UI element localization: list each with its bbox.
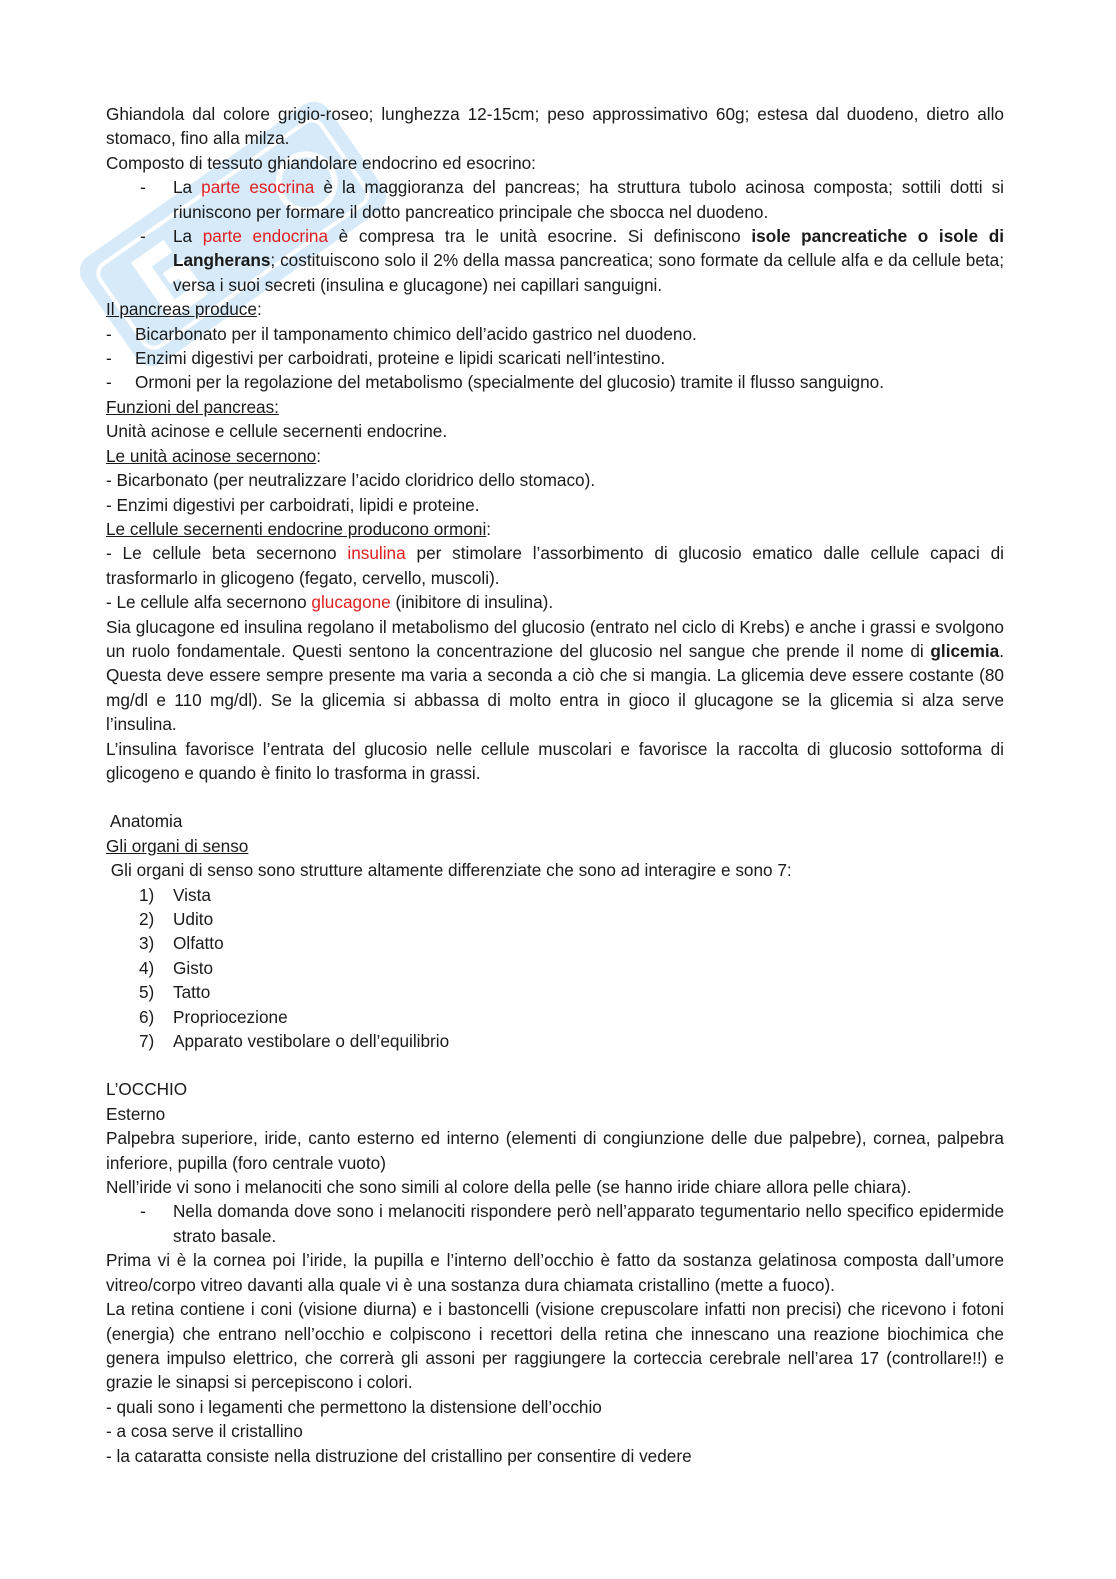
highlight-parte-endocrina: parte endocrina (202, 226, 329, 247)
highlight-parte-esocrina: parte esocrina (201, 177, 315, 198)
esterno-paragraph: Palpebra superiore, iride, canto esterno ed interno (elementi di congiunzione delle due palpebre), cornea, palpebra inferiore, pupilla (foro centrale vuoto) (106, 1128, 1004, 1173)
list-item: 6) Propriocezione (139, 1006, 288, 1027)
insulina-paragraph: L’insulina favorisce l’entrata del glucosio nelle cellule muscolari e favorisce la raccolta di glucosio sottoforma di glicogeno e quando è finito lo trasforma in grassi. (106, 738, 1004, 783)
beta-cells-text: - Le cellule beta secernono insulina per stimolare l’assorbimento di glucosio ematico dalle cellule capaci di trasformarlo in glicogeno (fegato, cervello, muscoli). (106, 543, 1004, 588)
list-item-esocrina: - La parte esocrina è la maggioranza del pancreas; ha struttura tubolo acinosa composta; sottili dotti si riuniscono per formare il dotto pancreatico principale che sbocca nel duodeno. (140, 177, 1004, 222)
heading-organi-di-senso: Gli organi di senso (106, 835, 249, 856)
heading-produce: Il pancreas produce: (106, 299, 262, 320)
heading-endocrine: Le cellule secernenti endocrine producono ormoni: (106, 518, 492, 539)
retina-paragraph: La retina contiene i coni (visione diurna) e i bastoncelli (visione crepuscolare infatti non precisi) che ricevono i fotoni (energia) che entrano nell’occhio e colpiscono i recettori della retina che innescano una reazione biochimica che genera impulso elettrico, che correrà gli assoni per raggiungere la corteccia cerebrale nell’area 17 (controllare!!) e grazie le sinapsi si percepiscono i colori. (106, 1299, 1004, 1393)
list-item: - Enzimi digestivi per carboidrati, lipidi e proteine. (106, 494, 480, 515)
list-item: 2) Udito (139, 909, 214, 929)
iride-paragraph: Nell’iride vi sono i melanociti che sono simili al colore della pelle (se hanno iride chiare allora pelle chiara). (106, 1177, 912, 1198)
subheading-esterno: Esterno (106, 1103, 166, 1124)
spacer (106, 785, 1004, 809)
spacer (106, 1053, 1004, 1077)
bold-glicemia: glicemia (930, 640, 1000, 661)
question-item: - la cataratta consiste nella distruzione del cristallino per consentire di vedere (106, 1445, 692, 1466)
cornea-paragraph: Prima vi è la cornea poi l’iride, la pupilla e l’interno dell’occhio è fatto da sostanza gelatinosa composta dall’umore vitreo/corpo vitreo davanti alla quale vi è una sostanza dura chiamata cristallino (mette a fuoco). (106, 1250, 1004, 1295)
question-item: - a cosa serve il cristallino (106, 1421, 303, 1442)
pancreas-composto: Composto di tessuto ghiandolare endocrino ed esocrino: (106, 152, 536, 173)
list-item: 4) Gisto (139, 957, 214, 978)
list-item: 5) Tatto (139, 982, 211, 1003)
list-item: - Bicarbonato per il tamponamento chimico dell’acido gastrico nel duodeno. (106, 323, 697, 344)
dash-bullet: - (140, 226, 146, 247)
list-item-endocrina: - La parte endocrina è compresa tra le unità esocrine. Si definiscono isole pancreatiche o isole di Langherans; costituiscono solo il 2% della massa pancreatica; sono formate da cellule alfa e da cellule beta; versa i suoi secreti (insulina e glucagone) nei capillari sanguigni. (140, 226, 1004, 295)
list-item: 7) Apparato vestibolare o dell’equilibrio (139, 1031, 450, 1052)
section-title-occhio: L’OCCHIO (106, 1079, 188, 1100)
heading-funzioni: Funzioni del pancreas: (106, 396, 279, 417)
section-title-anatomia: Anatomia (106, 811, 183, 832)
heading-acinose: Le unità acinose secernono: (106, 445, 322, 466)
funzioni-text: Unità acinose e cellule secernenti endocrine. (106, 421, 448, 442)
bold-isole: isole pancreatiche o isole di Langherans (173, 226, 1004, 271)
highlight-glucagone: glucagone (311, 592, 391, 613)
document-body (106, 102, 1004, 1468)
pancreas-intro: Ghiandola dal colore grigio-roseo; lunghezza 12-15cm; peso approssimativo 60g; estesa dal duodeno, dietro allo stomaco, fino alla milza. (106, 104, 1004, 149)
dash-bullet: - (140, 177, 146, 198)
organi-intro: Gli organi di senso sono strutture altamente differenziate che sono ad interagire e sono 7: (106, 860, 792, 881)
dash-bullet: - (140, 1201, 146, 1222)
list-item: 1) Vista (139, 884, 211, 905)
list-item: - Bicarbonato (per neutralizzare l’acido cloridrico dello stomaco). (106, 470, 596, 491)
list-item: - Enzimi digestivi per carboidrati, proteine e lipidi scaricati nell’intestino. (106, 348, 666, 369)
question-item: - quali sono i legamenti che permettono la distensione dell’occhio (106, 1396, 602, 1417)
highlight-insulina: insulina (347, 543, 406, 564)
list-item: - Ormoni per la regolazione del metabolismo (specialmente del glucosio) tramite il flusso sanguigno. (106, 372, 884, 393)
alfa-cells-text: - Le cellule alfa secernono glucagone (inibitore di insulina). (106, 592, 554, 613)
list-item: 3) Olfatto (139, 933, 224, 954)
list-item-domanda: - Nella domanda dove sono i melanociti rispondere però nell’apparato tegumentario nello specifico epidermide strato basale. (140, 1201, 1004, 1246)
glicemia-paragraph: Sia glucagone ed insulina regolano il metabolismo del glucosio (entrato nel ciclo di Krebs) e anche i grassi e svolgono un ruolo fondamentale. Questi sentono la concentrazione del glucosio nel sangue che prende il nome di glicemia. Questa deve essere sempre presente ma varia a seconda a ciò che si mangia. La glicemia deve essere costante (80 mg/dl e 110 mg/dl). Se la glicemia si abbassa di molto entra in gioco il glucagone se la glicemia si alza serve l’insulina. (106, 616, 1004, 735)
